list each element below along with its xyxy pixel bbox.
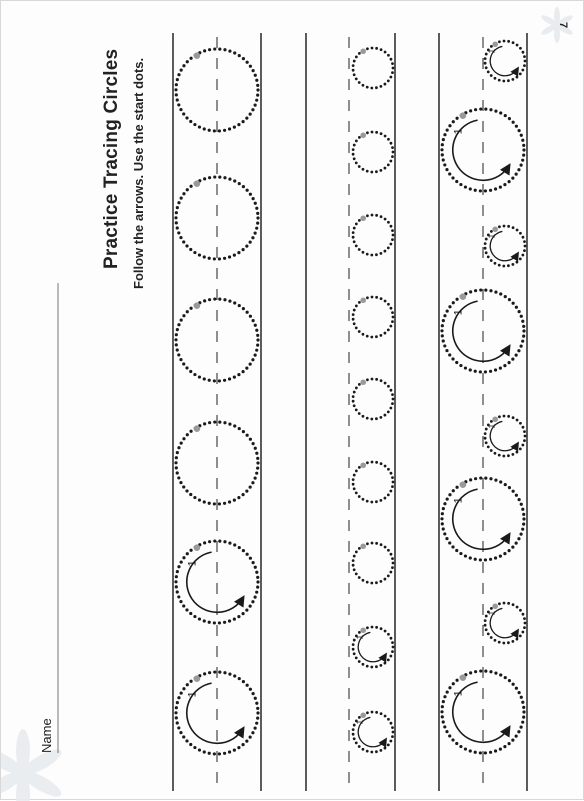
start-dot-icon: [360, 462, 366, 468]
start-dot-icon: [460, 293, 467, 300]
start-dot-icon: [360, 379, 366, 385]
start-dot-icon: [360, 712, 366, 718]
start-dot-icon: [360, 297, 366, 303]
start-dot-icon: [360, 48, 366, 54]
step-number-label: 1: [452, 128, 465, 135]
start-dot-icon: [460, 674, 467, 681]
tracing-worksheet: [1, 1, 584, 801]
start-dot-icon: [360, 543, 366, 549]
dotted-circle-path[interactable]: [353, 215, 393, 255]
start-dot-icon: [360, 132, 366, 138]
dotted-circle-path[interactable]: [353, 379, 393, 419]
dotted-circle-path[interactable]: [353, 627, 393, 667]
dotted-circle-path[interactable]: [353, 462, 393, 502]
step-number-label: 1: [186, 560, 199, 567]
start-dot-icon: [194, 180, 201, 187]
start-dot-icon: [194, 544, 201, 551]
start-dot-icon: [460, 481, 467, 488]
start-dot-icon: [492, 226, 498, 232]
tracing-circle[interactable]: [485, 41, 525, 81]
step-number-label: 1: [355, 634, 365, 640]
start-dot-icon: [492, 603, 498, 609]
page-subtitle: Follow the arrows. Use the start dots.: [131, 57, 146, 289]
tracing-circle[interactable]: [353, 132, 393, 172]
tracing-circle[interactable]: [353, 462, 393, 502]
start-dot-icon: [360, 627, 366, 633]
tracing-circle[interactable]: [353, 627, 393, 667]
dotted-circle-path[interactable]: [485, 416, 525, 456]
tracing-circle[interactable]: [353, 543, 393, 583]
tracing-row-mixed: [439, 33, 527, 791]
tracing-circle[interactable]: [353, 215, 393, 255]
start-dot-icon: [360, 215, 366, 221]
dotted-circle-path[interactable]: [353, 297, 393, 337]
step-number-label: 1: [487, 233, 497, 239]
tracing-circle[interactable]: [353, 379, 393, 419]
dotted-circle-path[interactable]: [353, 712, 393, 752]
dotted-circle-path[interactable]: [485, 226, 525, 266]
flower-decoration-icon: [1, 729, 65, 801]
page-number: 7: [557, 22, 569, 29]
start-dot-icon: [460, 112, 467, 119]
start-dot-icon: [194, 52, 201, 59]
step-number-label: 1: [487, 610, 497, 616]
dotted-circle-path[interactable]: [485, 603, 525, 643]
step-number-label: 1: [186, 691, 199, 698]
dotted-circle-path[interactable]: [353, 132, 393, 172]
tracing-circle[interactable]: [353, 712, 393, 752]
tracing-row-large: [173, 33, 261, 791]
name-label: Name: [39, 718, 54, 753]
dotted-circle-path[interactable]: [485, 41, 525, 81]
tracing-circle[interactable]: [353, 297, 393, 337]
dotted-circle-path[interactable]: [353, 48, 393, 88]
step-number-label: 1: [452, 690, 465, 697]
start-dot-icon: [194, 302, 201, 309]
step-number-label: 1: [487, 48, 497, 54]
step-number-label: 1: [452, 497, 465, 504]
start-dot-icon: [492, 41, 498, 47]
start-dot-icon: [492, 416, 498, 422]
start-dot-icon: [194, 425, 201, 432]
tracing-circle[interactable]: [485, 226, 525, 266]
tracing-circle[interactable]: [485, 603, 525, 643]
tracing-row-small: [306, 33, 395, 791]
step-number-label: 1: [487, 423, 497, 429]
start-dot-icon: [194, 675, 201, 682]
tracing-circle[interactable]: [485, 416, 525, 456]
step-number-label: 1: [452, 309, 465, 316]
tracing-circle[interactable]: [353, 48, 393, 88]
step-number-label: 1: [355, 719, 365, 725]
page-title: Practice Tracing Circles: [101, 48, 122, 269]
dotted-circle-path[interactable]: [353, 543, 393, 583]
